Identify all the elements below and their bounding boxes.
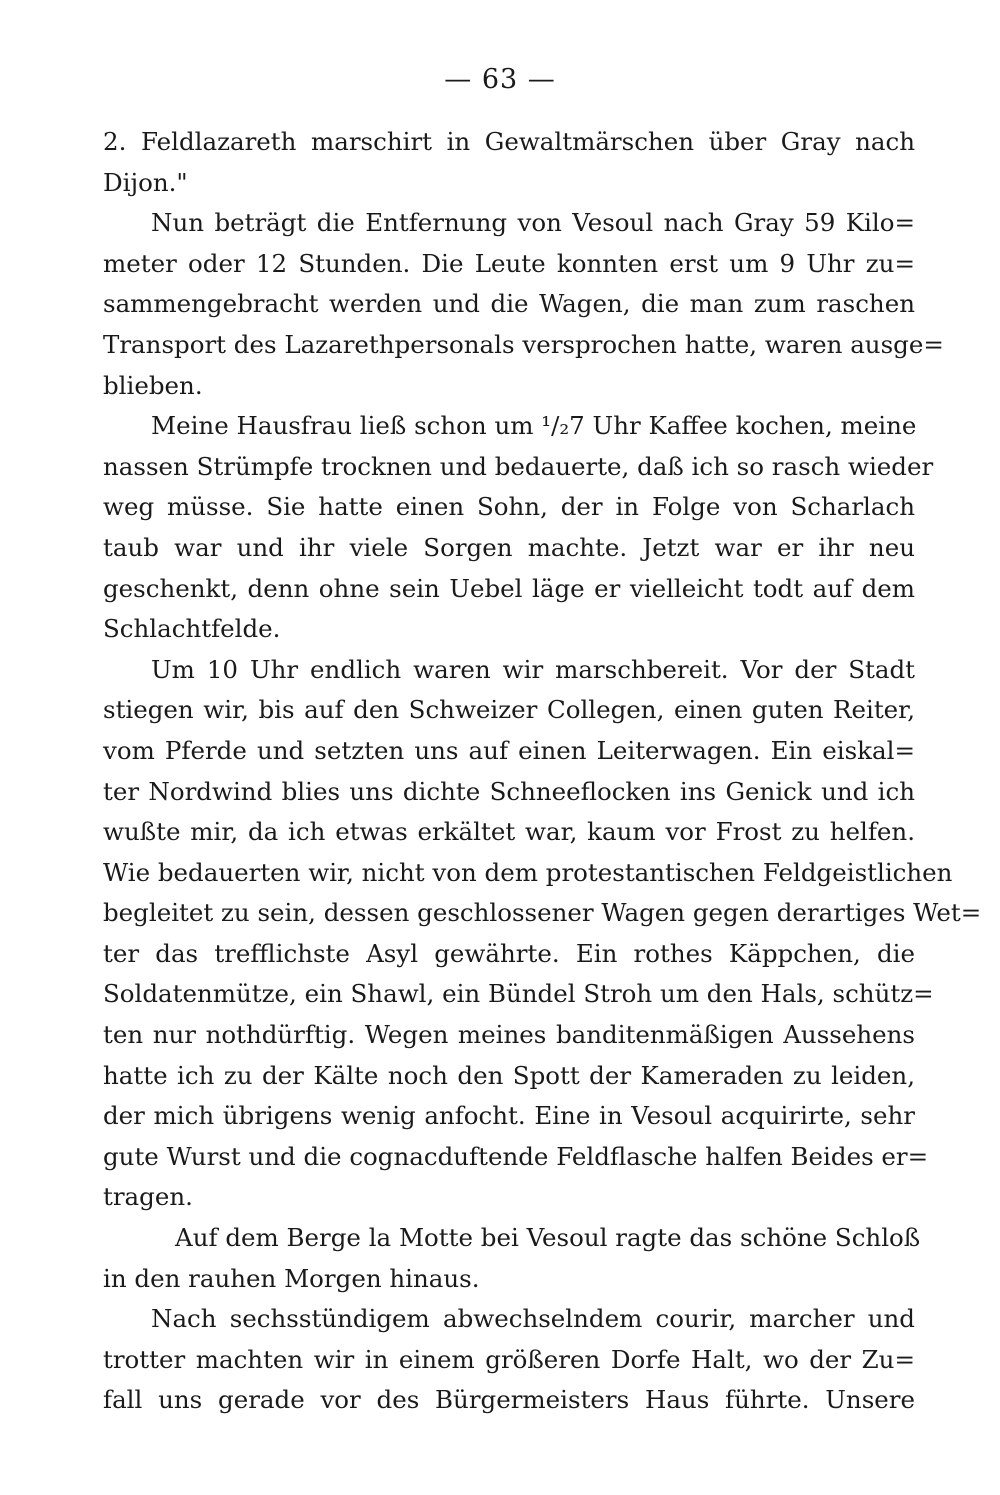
text-line: in den rauhen Morgen hinaus.: [103, 1263, 480, 1293]
text-line: gute Wurst und die cognacduftende Feldflasche halfen Beides er=: [103, 1141, 929, 1171]
text-line: fall uns gerade vor des Bürgermeisters Haus führte. Unsere: [103, 1385, 915, 1415]
text-line: Dijon.": [103, 167, 188, 197]
text-line: wußte mir, da ich etwas erkältet war, kaum vor Frost zu helfen.: [103, 817, 915, 847]
text-line: trotter machten wir in einem größeren Dorfe Halt, wo der Zu=: [103, 1344, 915, 1374]
text-line: begleitet zu sein, dessen geschlossener Wagen gegen derartiges Wet=: [103, 898, 982, 928]
text-line: sammengebracht werden und die Wagen, die man zum raschen: [103, 289, 915, 319]
text-line: weg müsse. Sie hatte einen Sohn, der in Folge von Scharlach: [103, 492, 915, 522]
paragraph-4: [103, 650, 982, 1218]
text-line: Um 10 Uhr endlich waren wir marschbereit. Vor der Stadt: [151, 654, 915, 684]
text-line: Soldatenmütze, ein Shawl, ein Bündel Stroh um den Hals, schütz=: [103, 979, 934, 1009]
text-line: vom Pferde und setzten uns auf einen Leiterwagen. Ein eiskal=: [103, 735, 915, 765]
paragraph-2: [103, 203, 944, 406]
text-line: Transport des Lazarethpersonals versprochen hatte, waren ausge=: [103, 329, 944, 359]
paragraph-6: [103, 1299, 915, 1421]
text-line: Meine Hausfrau ließ schon um ¹/₂7 Uhr Kaffee kochen, meine: [151, 411, 917, 441]
text-line: taub war und ihr viele Sorgen machte. Jetzt war er ihr neu: [103, 532, 915, 562]
paragraph-5: [103, 1218, 921, 1299]
text-line: blieben.: [103, 370, 203, 400]
text-line: Auf dem Berge la Motte bei Vesoul ragte das schöne Schloß: [175, 1223, 921, 1253]
text-line: meter oder 12 Stunden. Die Leute konnten erst um 9 Uhr zu=: [103, 248, 915, 278]
paragraph-3: [103, 406, 934, 650]
page-number: — 63 —: [444, 64, 556, 95]
text-line: Nun beträgt die Entfernung von Vesoul nach Gray 59 Kilo=: [151, 208, 915, 238]
text-line: nassen Strümpfe trocknen und bedauerte, daß ich so rasch wieder: [103, 451, 934, 481]
text-line: ter das trefflichste Asyl gewährte. Ein rothes Käppchen, die: [103, 938, 915, 968]
text-line: Schlachtfelde.: [103, 614, 281, 644]
text-line: hatte ich zu der Kälte noch den Spott der Kameraden zu leiden,: [103, 1060, 915, 1090]
paragraph-1: [103, 122, 915, 203]
text-line: tragen.: [103, 1182, 193, 1212]
text-line: 2. Feldlazareth marschirt in Gewaltmärschen über Gray nach: [103, 127, 915, 156]
body-text: [103, 122, 982, 1421]
text-line: Wie bedauerten wir, nicht von dem protestantischen Feldgeistlichen: [103, 857, 953, 887]
text-line: ten nur nothdürftig. Wegen meines banditenmäßigen Aussehens: [103, 1020, 915, 1050]
text-line: ter Nordwind blies uns dichte Schneeflocken ins Genick und ich: [103, 776, 915, 806]
text-line: der mich übrigens wenig anfocht. Eine in Vesoul acquirirte, sehr: [103, 1101, 915, 1131]
text-line: geschenkt, denn ohne sein Uebel läge er vielleicht todt auf dem: [103, 573, 915, 603]
text-line: Nach sechsstündigem abwechselndem courir, marcher und: [151, 1304, 915, 1334]
text-line: stiegen wir, bis auf den Schweizer Collegen, einen guten Reiter,: [103, 695, 915, 725]
